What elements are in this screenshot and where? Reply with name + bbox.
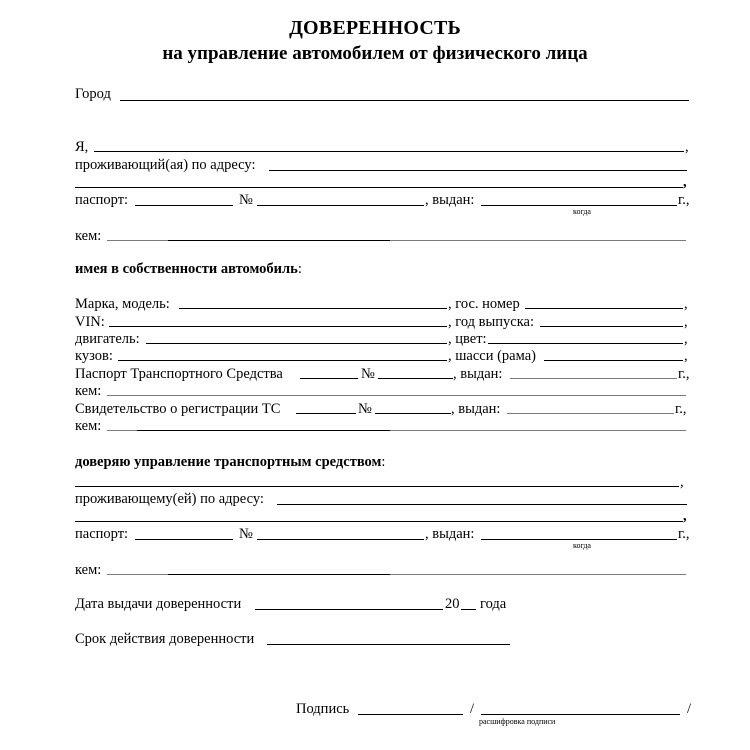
comma: ,: [684, 314, 688, 330]
chassis-label: , шасси (рама): [448, 348, 536, 364]
issue-date-label: Дата выдачи доверенности: [75, 596, 242, 612]
slash: /: [470, 701, 475, 717]
validity-label: Срок действия доверенности: [75, 631, 255, 647]
engine-field[interactable]: [146, 343, 447, 344]
year-word: года: [480, 596, 507, 612]
engine-label: двигатель:: [75, 331, 140, 347]
trustee-passport-label: паспорт:: [75, 526, 129, 542]
registration-series-field[interactable]: [296, 413, 356, 414]
principal-name-field[interactable]: [94, 151, 684, 152]
color-field[interactable]: [488, 343, 683, 344]
trustee-passport-number-field[interactable]: [257, 539, 424, 540]
trustee-address-field[interactable]: [277, 504, 687, 505]
when-hint: когда: [573, 541, 591, 550]
passport-issued-date-field[interactable]: [481, 205, 677, 206]
pts-label: Паспорт Транспортного Средства: [75, 366, 283, 382]
issued-label: , выдан:: [425, 526, 475, 542]
chassis-field[interactable]: [544, 360, 683, 361]
issued-by-field-accent: [168, 240, 390, 241]
body-field[interactable]: [118, 360, 447, 361]
trustee-address-field-2[interactable]: [75, 521, 683, 522]
issued-label: , выдан:: [453, 366, 503, 382]
signature-label: Подпись: [296, 701, 350, 717]
number-sign: №: [239, 192, 253, 208]
color-label: , цвет:: [448, 331, 487, 347]
comma: ,: [684, 296, 688, 312]
page-title: ДОВЕРЕННОСТЬ: [289, 17, 461, 39]
comma: ,: [683, 508, 687, 524]
year-suffix: г.,: [675, 401, 687, 417]
pts-issued-by-field[interactable]: [107, 395, 686, 396]
passport-series-field[interactable]: [135, 205, 233, 206]
trust-heading: доверяю управление транспортным средством:: [75, 454, 386, 470]
year-suffix: г.,: [678, 192, 690, 208]
when-hint: когда: [573, 207, 591, 216]
trustee-name-field[interactable]: [75, 486, 679, 487]
trustee-passport-date-field[interactable]: [481, 539, 677, 540]
principal-address-field[interactable]: [269, 170, 687, 171]
trustee-issued-by-accent: [168, 574, 390, 575]
page-subtitle: на управление автомобилем от физического лица: [162, 43, 588, 64]
trustee-address-label: проживающему(ей) по адресу:: [75, 491, 264, 507]
validity-field[interactable]: [267, 644, 510, 645]
comma: ,: [680, 474, 684, 490]
pts-series-field[interactable]: [300, 378, 358, 379]
signature-field[interactable]: [358, 714, 463, 715]
registration-number-field[interactable]: [375, 413, 451, 414]
slash: /: [687, 701, 692, 717]
principal-name-label: Я,: [75, 139, 89, 155]
registration-label: Свидетельство о регистрации ТС: [75, 401, 281, 417]
year-suffix: г.,: [678, 366, 690, 382]
signature-decode-field[interactable]: [481, 714, 680, 715]
comma: ,: [683, 174, 687, 190]
issued-label: , выдан:: [451, 401, 501, 417]
number-sign: №: [361, 366, 375, 382]
principal-address-field-2[interactable]: [75, 187, 683, 188]
issued-label: , выдан:: [425, 192, 475, 208]
body-label: кузов:: [75, 348, 113, 364]
pts-number-field[interactable]: [378, 378, 453, 379]
year-field[interactable]: [540, 326, 683, 327]
ownership-heading: имея в собственности автомобиль:: [75, 261, 302, 277]
plate-field[interactable]: [525, 308, 683, 309]
century: 20: [445, 596, 460, 612]
passport-label: паспорт:: [75, 192, 129, 208]
comma: ,: [685, 139, 689, 155]
issue-year-field[interactable]: [461, 609, 476, 610]
pts-issued-by-label: кем:: [75, 383, 102, 399]
city-label: Город: [75, 86, 111, 102]
number-sign: №: [239, 526, 253, 542]
comma: ,: [684, 348, 688, 364]
passport-number-field[interactable]: [257, 205, 424, 206]
pts-issued-date-field[interactable]: [510, 378, 677, 379]
registration-issued-by-accent: [137, 430, 390, 431]
trustee-passport-series-field[interactable]: [135, 539, 233, 540]
comma: ,: [684, 331, 688, 347]
registration-issued-by-label: кем:: [75, 418, 102, 434]
issue-date-field[interactable]: [255, 609, 443, 610]
city-field[interactable]: [120, 100, 689, 101]
registration-issued-date-field[interactable]: [507, 413, 674, 414]
year-suffix: г.,: [678, 526, 690, 542]
trustee-issued-by-label: кем:: [75, 562, 102, 578]
principal-address-label: проживающий(ая) по адресу:: [75, 157, 256, 173]
vin-field[interactable]: [109, 326, 447, 327]
make-model-label: Марка, модель:: [75, 296, 170, 312]
year-label: , год выпуска:: [448, 314, 534, 330]
make-model-field[interactable]: [179, 308, 447, 309]
plate-label: , гос. номер: [448, 296, 520, 312]
signature-decode-hint: расшифровка подписи: [479, 717, 556, 726]
number-sign: №: [358, 401, 372, 417]
vin-label: VIN:: [75, 314, 105, 330]
issued-by-label: кем:: [75, 228, 102, 244]
